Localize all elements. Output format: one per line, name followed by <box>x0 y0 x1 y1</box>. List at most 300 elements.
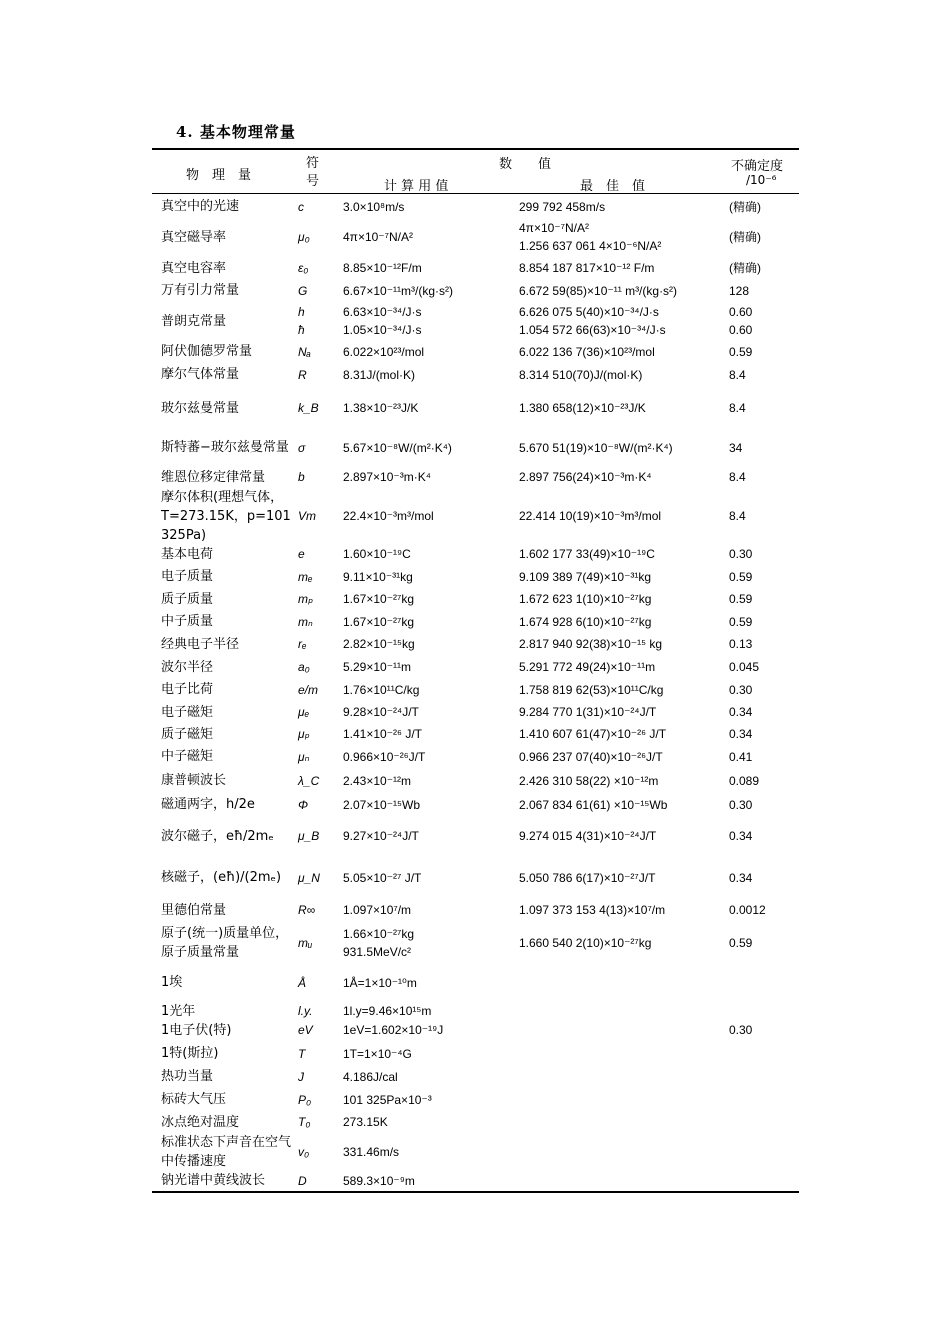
constant-symbol-line: e/m <box>298 682 319 697</box>
constant-name <box>161 363 296 386</box>
table-row <box>152 257 799 279</box>
constant-symbol <box>298 768 338 793</box>
uncertainty-value-line: 8.4 <box>729 509 746 523</box>
uncertainty-value <box>729 856 799 899</box>
uncertainty-value <box>729 1133 799 1171</box>
uncertainty-value <box>729 723 799 745</box>
constant-symbol <box>298 1042 338 1065</box>
best-value <box>519 1133 724 1171</box>
calc-value <box>343 793 513 816</box>
constant-name <box>161 489 296 543</box>
table-row <box>152 386 799 430</box>
calc-value <box>343 965 513 1000</box>
calc-value-line: 1.76×10¹¹C/kg <box>343 682 420 697</box>
calc-value <box>343 899 513 921</box>
uncertainty-value-line: 0.34 <box>729 870 753 885</box>
uncertainty-value-line: 0.30 <box>729 797 753 812</box>
calc-value <box>343 363 513 386</box>
constant-name <box>161 723 296 745</box>
constant-symbol-line: a₀ <box>298 660 310 674</box>
header-uncertainty: 不确定度 <box>731 159 784 174</box>
best-value-line: 9.284 770 1(31)×10⁻²⁴J/T <box>519 705 657 719</box>
calc-value <box>343 1042 513 1065</box>
constant-name <box>161 921 296 965</box>
uncertainty-value <box>729 565 799 588</box>
constant-name-line: 钠光谱中黄线波长 <box>161 1173 266 1188</box>
constant-symbol-line: R∞ <box>298 903 316 917</box>
uncertainty-value-line: 0.59 <box>729 614 753 629</box>
uncertainty-value-line: 34 <box>729 440 743 455</box>
constant-symbol <box>298 543 338 565</box>
constant-name-line: 斯特蕃−玻尔兹曼常量 <box>161 440 289 455</box>
constant-name-line: 摩尔气体常量 <box>161 367 240 382</box>
constant-symbol <box>298 856 338 899</box>
uncertainty-value <box>729 1111 799 1133</box>
constant-name <box>161 257 296 279</box>
uncertainty-value-line: (精确) <box>729 261 761 275</box>
calc-value <box>343 302 513 340</box>
uncertainty-value <box>729 430 799 465</box>
constant-symbol <box>298 701 338 723</box>
constant-symbol-line: v₀ <box>298 1145 310 1159</box>
constant-name <box>161 1111 296 1133</box>
table-top-rule <box>152 148 799 150</box>
uncertainty-value-line: 0.59 <box>729 569 753 584</box>
constant-symbol <box>298 723 338 745</box>
constant-symbol-line: T <box>298 1046 306 1061</box>
best-value <box>519 588 724 610</box>
constant-symbol <box>298 1133 338 1171</box>
uncertainty-value-line: 0.34 <box>729 705 753 719</box>
best-value-line: 8.314 510(70)J/(mol·K) <box>519 367 643 382</box>
uncertainty-value <box>729 745 799 768</box>
constant-name-line: 真空电容率 <box>161 260 227 276</box>
best-value <box>519 543 724 565</box>
constant-symbol <box>298 633 338 655</box>
best-value <box>519 1018 724 1042</box>
uncertainty-value <box>729 196 799 217</box>
constant-symbol <box>298 610 338 633</box>
best-value-line: 4π×10⁻⁷N/A² <box>519 221 589 235</box>
uncertainty-value <box>729 965 799 1000</box>
calc-value <box>343 340 513 363</box>
uncertainty-value <box>729 768 799 793</box>
calc-value <box>343 768 513 793</box>
constant-name-line: 经典电子半径 <box>161 636 240 652</box>
constant-name <box>161 701 296 723</box>
constant-symbol <box>298 489 338 543</box>
calc-value <box>343 816 513 856</box>
table-row <box>152 793 799 816</box>
constant-name <box>161 610 296 633</box>
constant-name <box>161 965 296 1000</box>
calc-value <box>343 1065 513 1088</box>
uncertainty-value <box>729 465 799 489</box>
table-row <box>152 745 799 768</box>
constant-name <box>161 678 296 701</box>
calc-value-line: 9.28×10⁻²⁴J/T <box>343 705 419 719</box>
uncertainty-value-line: 0.59 <box>729 936 753 950</box>
best-value <box>519 633 724 655</box>
best-value <box>519 745 724 768</box>
table-row <box>152 543 799 565</box>
best-value <box>519 965 724 1000</box>
constant-symbol <box>298 465 338 489</box>
best-value-line: 1.674 928 6(10)×10⁻²⁷kg <box>519 614 652 629</box>
calc-value-line: 4.186J/cal <box>343 1069 398 1084</box>
constant-symbol <box>298 430 338 465</box>
uncertainty-value <box>729 279 799 302</box>
best-value-line: 5.670 51(19)×10⁻⁸W/(m²·K⁴) <box>519 440 673 455</box>
table-row <box>152 678 799 701</box>
table-row <box>152 768 799 793</box>
constant-name <box>161 1088 296 1111</box>
calc-value <box>343 1133 513 1171</box>
constant-name <box>161 302 296 340</box>
uncertainty-value <box>729 1171 799 1190</box>
table-row <box>152 723 799 745</box>
constant-name-line: 普朗克常量 <box>161 313 227 329</box>
best-value <box>519 921 724 965</box>
constant-symbol-line: D <box>298 1173 307 1188</box>
constant-name <box>161 793 296 816</box>
constant-symbol <box>298 386 338 430</box>
uncertainty-value-line: 0.30 <box>729 547 753 561</box>
uncertainty-value <box>729 610 799 633</box>
constant-name <box>161 430 296 465</box>
uncertainty-value-line: (精确) <box>729 230 761 244</box>
constant-symbol <box>298 816 338 856</box>
calc-value-line: 1.60×10⁻¹⁹C <box>343 547 411 561</box>
best-value-line: 1.602 177 33(49)×10⁻¹⁹C <box>519 547 655 561</box>
constant-symbol-line: λ_C <box>298 773 320 788</box>
table-row <box>152 1111 799 1133</box>
constant-symbol-line: μ_N <box>298 870 320 885</box>
calc-value-line: 5.29×10⁻¹¹m <box>343 660 412 674</box>
table-row <box>152 489 799 543</box>
constant-symbol-line: μ_B <box>298 829 320 843</box>
constant-name-line: 1埃 <box>161 975 183 990</box>
best-value <box>519 340 724 363</box>
constant-name <box>161 465 296 489</box>
best-value-line: 2.897 756(24)×10⁻³m·K⁴ <box>519 470 652 484</box>
best-value-line: 1.660 540 2(10)×10⁻²⁷kg <box>519 936 652 950</box>
calc-value-line: 101 325Pa×10⁻³ <box>343 1092 432 1107</box>
best-value <box>519 1065 724 1088</box>
calc-value-line: 8.31J/(mol·K) <box>343 367 416 382</box>
header-values: 数 值 <box>499 157 552 172</box>
constant-name-line: 波尔半径 <box>161 659 214 675</box>
best-value-line: 1.758 819 62(53)×10¹¹C/kg <box>519 682 664 697</box>
best-value-line: 1.380 658(12)×10⁻²³J/K <box>519 401 646 415</box>
constant-symbol <box>298 793 338 816</box>
table-row <box>152 1065 799 1088</box>
constant-name-line: 电子比荷 <box>161 682 214 697</box>
calc-value <box>343 386 513 430</box>
table-row <box>152 279 799 302</box>
constant-name <box>161 279 296 302</box>
calc-value <box>343 1111 513 1133</box>
best-value-line: 9.109 389 7(49)×10⁻³¹kg <box>519 569 652 584</box>
uncertainty-value <box>729 543 799 565</box>
calc-value <box>343 921 513 965</box>
constant-symbol-line: mₚ <box>298 592 314 606</box>
calc-value <box>343 633 513 655</box>
constant-symbol-line: J <box>298 1069 304 1084</box>
best-value-line: 1.097 373 153 4(13)×10⁷/m <box>519 903 666 917</box>
table-row <box>152 430 799 465</box>
header-name: 物 理 量 <box>186 168 252 183</box>
table-row <box>152 1088 799 1111</box>
uncertainty-value <box>729 1088 799 1111</box>
constant-symbol <box>298 196 338 217</box>
constant-symbol-line: c <box>298 199 304 214</box>
best-value-line: 1.054 572 66(63)×10⁻³⁴/J·s <box>519 323 666 337</box>
constant-name-line: 质子磁矩 <box>161 726 214 742</box>
constant-name-line: 标砖大气压 <box>161 1092 227 1107</box>
best-value <box>519 465 724 489</box>
constant-symbol-line: e <box>298 547 305 561</box>
uncertainty-value-line: 0.60 <box>729 305 753 319</box>
best-value-line: 1.672 623 1(10)×10⁻²⁷kg <box>519 592 652 606</box>
best-value-line: 6.626 075 5(40)×10⁻³⁴/J·s <box>519 305 659 319</box>
calc-value <box>343 217 513 257</box>
table-row <box>152 302 799 340</box>
constant-name <box>161 340 296 363</box>
uncertainty-value <box>729 633 799 655</box>
constant-symbol-line: σ <box>298 440 306 455</box>
calc-value-line: 1.67×10⁻²⁷kg <box>343 592 415 606</box>
calc-value-line: 8.85×10⁻¹²F/m <box>343 261 422 275</box>
calc-value <box>343 856 513 899</box>
calc-value-line: 3.0×10⁸m/s <box>343 199 405 214</box>
calc-value-line: 2.07×10⁻¹⁵Wb <box>343 797 421 812</box>
uncertainty-value-line: 0.0012 <box>729 903 766 917</box>
constant-name-line: 阿伏伽德罗常量 <box>161 344 253 359</box>
best-value <box>519 1088 724 1111</box>
constant-name <box>161 856 296 899</box>
constant-symbol-line: μₚ <box>298 727 310 741</box>
uncertainty-value-line: 0.089 <box>729 773 760 788</box>
calc-value <box>343 1018 513 1042</box>
uncertainty-value <box>729 1065 799 1088</box>
calc-value-line: 0.966×10⁻²⁶J/T <box>343 749 426 764</box>
calc-value-line: 1.67×10⁻²⁷kg <box>343 614 415 629</box>
uncertainty-value-line: 0.045 <box>729 660 760 674</box>
table-row <box>152 701 799 723</box>
calc-value-line: 1.097×10⁷/m <box>343 903 412 917</box>
uncertainty-value-line: 0.13 <box>729 637 753 651</box>
constant-name-line: 中子质量 <box>161 614 214 629</box>
table-row <box>152 856 799 899</box>
constant-symbol <box>298 1065 338 1088</box>
constant-symbol-line: mₙ <box>298 614 313 629</box>
best-value <box>519 565 724 588</box>
table-row <box>152 1042 799 1065</box>
constant-symbol-line: rₑ <box>298 637 307 651</box>
best-value-line: 2.067 834 61(61) ×10⁻¹⁵Wb <box>519 797 668 812</box>
uncertainty-value-line: 0.34 <box>729 829 753 843</box>
table-row <box>152 465 799 489</box>
uncertainty-value <box>729 386 799 430</box>
constant-symbol-line: Φ <box>298 797 309 812</box>
constant-name-line: 冰点绝对温度 <box>161 1114 240 1130</box>
uncertainty-value <box>729 793 799 816</box>
constant-symbol-line: Nₐ <box>298 344 311 359</box>
constant-name <box>161 565 296 588</box>
calc-value-line: 5.67×10⁻⁸W/(m²·K⁴) <box>343 440 452 455</box>
uncertainty-value <box>729 656 799 678</box>
uncertainty-value-line: 0.60 <box>729 323 753 337</box>
constant-name-line: 中子磁矩 <box>161 749 214 764</box>
uncertainty-value <box>729 489 799 543</box>
constant-symbol-line: l.y. <box>298 1004 313 1018</box>
constants-table <box>152 196 799 1190</box>
calc-value <box>343 723 513 745</box>
best-value-line: 5.291 772 49(24)×10⁻¹¹m <box>519 660 656 674</box>
constant-symbol <box>298 363 338 386</box>
uncertainty-value <box>729 899 799 921</box>
constant-name-line: 里德伯常量 <box>161 902 227 918</box>
constant-name <box>161 1133 296 1171</box>
constant-symbol-line: ε₀ <box>298 261 309 275</box>
best-value <box>519 610 724 633</box>
best-value <box>519 302 724 340</box>
calc-value-line: 2.82×10⁻¹⁵kg <box>343 637 415 651</box>
constant-symbol <box>298 745 338 768</box>
uncertainty-value-line: 8.4 <box>729 470 746 484</box>
table-row <box>152 1171 799 1190</box>
table-row <box>152 656 799 678</box>
calc-value <box>343 543 513 565</box>
constant-symbol-line: P₀ <box>298 1092 312 1107</box>
constant-symbol <box>298 279 338 302</box>
calc-value-line: 6.63×10⁻³⁴/J·s <box>343 305 422 319</box>
table-row <box>152 1133 799 1171</box>
table-header-rule <box>152 193 799 194</box>
uncertainty-value-line: (精确) <box>729 199 761 214</box>
table-row <box>152 965 799 1000</box>
constant-symbol <box>298 588 338 610</box>
calc-value <box>343 465 513 489</box>
best-value <box>519 363 724 386</box>
table-row <box>152 217 799 257</box>
table-row <box>152 340 799 363</box>
constant-symbol-line: T₀ <box>298 1115 311 1129</box>
table-row <box>152 1018 799 1042</box>
uncertainty-value-line: 8.4 <box>729 401 746 415</box>
constant-name-line: 电子磁矩 <box>161 704 214 720</box>
uncertainty-value-line: 0.41 <box>729 749 753 764</box>
uncertainty-value <box>729 1018 799 1042</box>
calc-value-line: 1.38×10⁻²³J/K <box>343 401 419 415</box>
constant-name-line: 1光年 <box>161 1003 196 1019</box>
constant-symbol <box>298 1171 338 1190</box>
calc-value-line: 273.15K <box>343 1115 388 1129</box>
constant-symbol-line: mₑ <box>298 569 313 584</box>
header-uncertainty-unit: /10⁻⁶ <box>746 173 777 187</box>
constant-name-line: 万有引力常量 <box>161 283 240 298</box>
calc-value <box>343 745 513 768</box>
uncertainty-value-line: 0.30 <box>729 1023 753 1037</box>
calc-value <box>343 610 513 633</box>
best-value <box>519 1111 724 1133</box>
calc-value-line: 6.67×10⁻¹¹m³/(kg·s²) <box>343 283 454 298</box>
constant-name <box>161 588 296 610</box>
best-value-line: 0.966 237 07(40)×10⁻²⁶J/T <box>519 749 663 764</box>
page-title: 4. 基本物理常量 <box>176 123 296 141</box>
best-value-line: 6.022 136 7(36)×10²³/mol <box>519 344 655 359</box>
uncertainty-value <box>729 1042 799 1065</box>
constant-name-line: 康普顿波长 <box>161 773 227 788</box>
uncertainty-value <box>729 217 799 257</box>
constant-name-line: 玻尔兹曼常量 <box>161 400 240 416</box>
constant-name-line: 电子质量 <box>161 569 214 584</box>
uncertainty-value <box>729 701 799 723</box>
constant-name-line: 真空磁导率 <box>161 229 227 245</box>
best-value <box>519 678 724 701</box>
table-row <box>152 610 799 633</box>
best-value <box>519 196 724 217</box>
constant-symbol-line: k_B <box>298 401 319 415</box>
table-row <box>152 633 799 655</box>
constant-symbol <box>298 965 338 1000</box>
constant-symbol-line: mᵤ <box>298 936 313 950</box>
constant-symbol-line: G <box>298 283 308 298</box>
calc-value-line: 931.5MeV/c² <box>343 945 412 959</box>
calc-value-line: 1eV=1.602×10⁻¹⁹J <box>343 1023 444 1037</box>
best-value <box>519 816 724 856</box>
constant-name <box>161 816 296 856</box>
constant-name-line: 波尔磁子，eħ/2mₑ <box>161 828 274 844</box>
constant-symbol-line: μₙ <box>298 749 310 764</box>
calc-value-line: 9.27×10⁻²⁴J/T <box>343 829 419 843</box>
best-value-line: 1.410 607 61(47)×10⁻²⁶ J/T <box>519 727 667 741</box>
constant-symbol <box>298 1018 338 1042</box>
constant-name <box>161 768 296 793</box>
calc-value-line: 2.43×10⁻¹²m <box>343 773 412 788</box>
constant-symbol-line: Å <box>298 975 307 990</box>
uncertainty-value <box>729 363 799 386</box>
best-value <box>519 899 724 921</box>
best-value <box>519 489 724 543</box>
uncertainty-value <box>729 921 799 965</box>
table-bottom-rule <box>152 1191 799 1193</box>
calc-value-line: 4π×10⁻⁷N/A² <box>343 230 413 244</box>
constant-name <box>161 217 296 257</box>
uncertainty-value-line: 0.34 <box>729 727 753 741</box>
constant-name-line: 1特(斯拉) <box>161 1046 219 1061</box>
constant-name-line: 维恩位移定律常量 <box>161 469 266 485</box>
constant-symbol <box>298 302 338 340</box>
best-value-line: 6.672 59(85)×10⁻¹¹ m³/(kg·s²) <box>519 283 678 298</box>
constant-symbol <box>298 899 338 921</box>
best-value <box>519 257 724 279</box>
constant-symbol <box>298 565 338 588</box>
uncertainty-value-line: 0.59 <box>729 344 753 359</box>
best-value <box>519 701 724 723</box>
uncertainty-value <box>729 816 799 856</box>
calc-value-line: 1T=1×10⁻⁴G <box>343 1046 412 1061</box>
best-value <box>519 430 724 465</box>
calc-value <box>343 588 513 610</box>
constant-name <box>161 633 296 655</box>
best-value-line: 2.817 940 92(38)×10⁻¹⁵ kg <box>519 637 663 651</box>
constant-symbol <box>298 340 338 363</box>
best-value <box>519 768 724 793</box>
constant-name-line: 标准状态下声音在空气中传播速度 <box>161 1135 292 1169</box>
uncertainty-value-line: 0.59 <box>729 592 753 606</box>
